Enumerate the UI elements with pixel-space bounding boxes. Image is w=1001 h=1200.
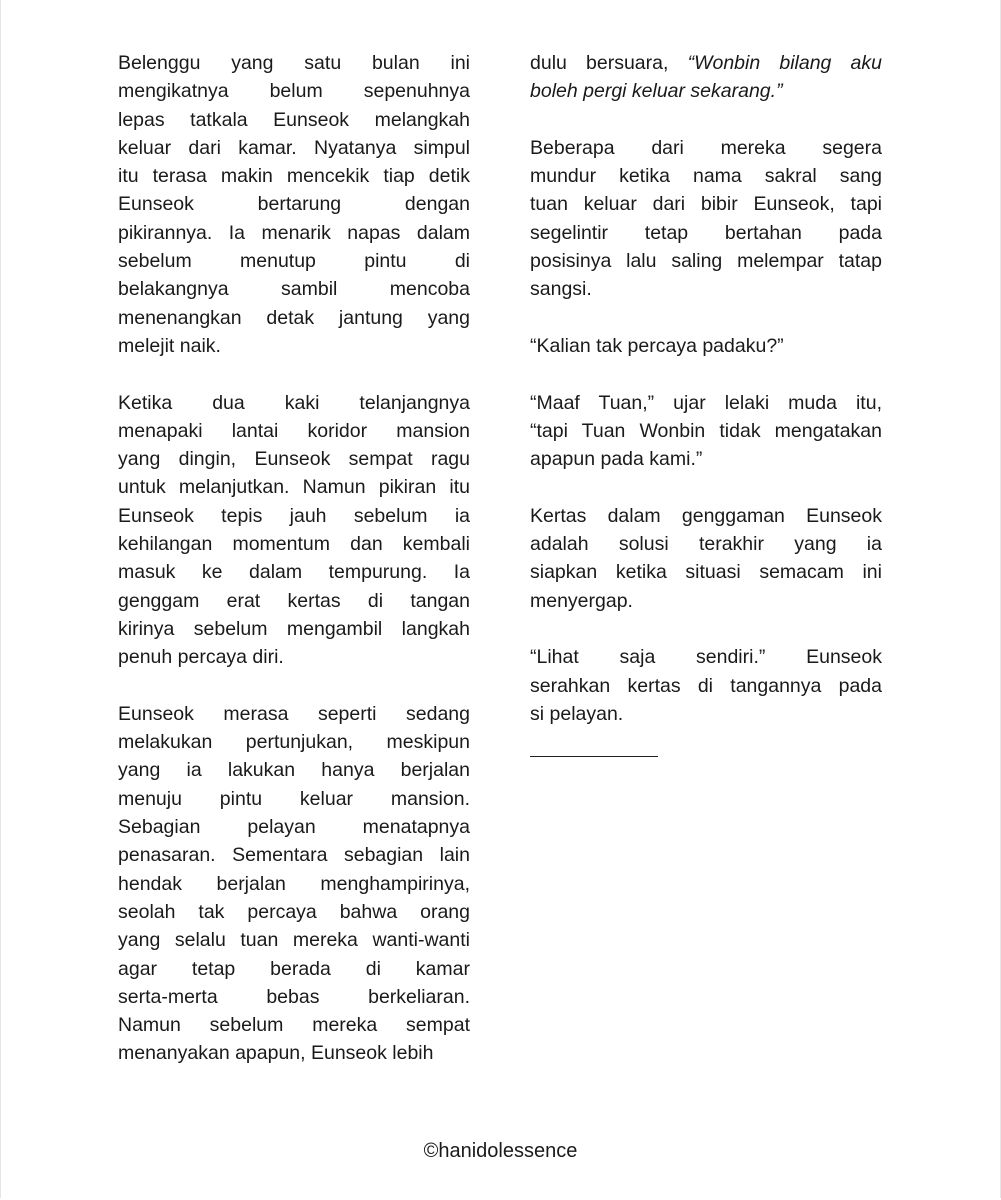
text-line: hendak berjalan menghampirinya, [118, 872, 470, 895]
text-line: sangsi. [530, 278, 592, 301]
left-paragraph [118, 389, 470, 672]
text-line: adalah solusi terakhir yang ia [530, 533, 882, 556]
text-line: Beberapa dari mereka segera [530, 136, 882, 159]
text-line: untuk melanjutkan. Namun pikiran itu [118, 476, 470, 499]
text-line: menenangkan detak jantung yang [118, 306, 470, 329]
text-line: Eunseok merasa seperti sedang [118, 702, 470, 725]
text-line: Kertas dalam genggaman Eunseok [530, 504, 882, 527]
text-plain: dulu bersuara, [530, 52, 688, 74]
text-line: keluar dari kamar. Nyatanya simpul [118, 136, 470, 159]
text-line: si pelayan. [530, 702, 624, 725]
text-line: menuju pintu keluar mansion. [118, 787, 470, 810]
text-line: posisinya lalu saling melempar tatap [530, 250, 882, 273]
text-line: genggam erat kertas di tangan [118, 589, 470, 612]
text-line: menapaki lantai koridor mansion [118, 419, 470, 442]
text-italic: boleh pergi keluar sekarang.” [530, 80, 783, 103]
right-column [530, 49, 882, 757]
text-line: siapkan ketika situasi semacam ini [530, 561, 882, 584]
text-line: “Maaf Tuan,” ujar lelaki muda itu, [530, 391, 882, 414]
section-divider-line [530, 756, 658, 757]
text-line: kehilangan momentum dan kembali [118, 533, 470, 556]
text-line: mengikatnya belum sepenuhnya [118, 80, 470, 103]
text-line: pikirannya. Ia menarik napas dalam [118, 221, 470, 244]
text-line: kirinya sebelum mengambil langkah [118, 617, 470, 640]
text-line: Belenggu yang satu bulan ini [118, 52, 470, 74]
paragraph-continued-dialogue [530, 49, 882, 106]
copyright-credit: ©hanidolessence [423, 1140, 578, 1162]
text-line: “Lihat saja sendiri.” Eunseok [530, 646, 882, 669]
text-line: Namun sebelum mereka sempat [118, 1014, 470, 1037]
text-italic: “Wonbin bilang aku [687, 52, 882, 74]
text-line [530, 77, 882, 105]
text-line: seolah tak percaya bahwa orang [118, 900, 470, 923]
right-paragraph [530, 643, 882, 728]
text-line: serahkan kertas di tangannya pada [530, 674, 882, 697]
text-line: belakangnya sambil mencoba [118, 278, 470, 301]
text-line: agar tetap berada di kamar [118, 957, 470, 980]
text-line: tuan keluar dari bibir Eunseok, tapi [530, 193, 882, 216]
right-paragraph [530, 134, 882, 304]
text-line: itu terasa makin mencekik tiap detik [118, 165, 470, 188]
text-line: masuk ke dalam tempurung. Ia [118, 561, 470, 584]
text-line [530, 49, 882, 77]
text-line: yang dingin, Eunseok sempat ragu [118, 448, 470, 471]
text-line: menanyakan apapun, Eunseok lebih [118, 1042, 434, 1065]
text-line: yang ia lakukan hanya berjalan [118, 759, 470, 782]
text-line: penuh percaya diri. [118, 646, 284, 669]
text-line: mundur ketika nama sakral sang [530, 165, 882, 188]
text-line: Eunseok bertarung dengan [118, 193, 470, 216]
right-paragraph [530, 332, 882, 360]
text-line: serta-merta bebas berkeliaran. [118, 985, 470, 1008]
left-paragraph [118, 49, 470, 360]
right-paragraph [530, 389, 882, 474]
text-line: apapun pada kami.” [530, 448, 703, 471]
left-column [118, 49, 470, 1068]
text-line: “Kalian tak percaya padaku?” [530, 334, 784, 357]
text-line: penasaran. Sementara sebagian lain [118, 844, 470, 867]
text-line: Eunseok tepis jauh sebelum ia [118, 504, 470, 527]
text-line: sebelum menutup pintu di [118, 250, 470, 273]
text-line: melejit naik. [118, 334, 221, 357]
left-paragraph [118, 700, 470, 1068]
text-line: menyergap. [530, 589, 633, 612]
text-line: yang selalu tuan mereka wanti-wanti [118, 929, 470, 952]
text-line: melakukan pertunjukan, meskipun [118, 731, 470, 754]
text-line: Sebagian pelayan menatapnya [118, 816, 470, 839]
text-line: Ketika dua kaki telanjangnya [118, 391, 470, 414]
text-line: “tapi Tuan Wonbin tidak mengatakan [530, 419, 882, 442]
right-paragraph [530, 502, 882, 615]
text-line: lepas tatkala Eunseok melangkah [118, 108, 470, 131]
text-line: segelintir tetap bertahan pada [530, 221, 882, 244]
